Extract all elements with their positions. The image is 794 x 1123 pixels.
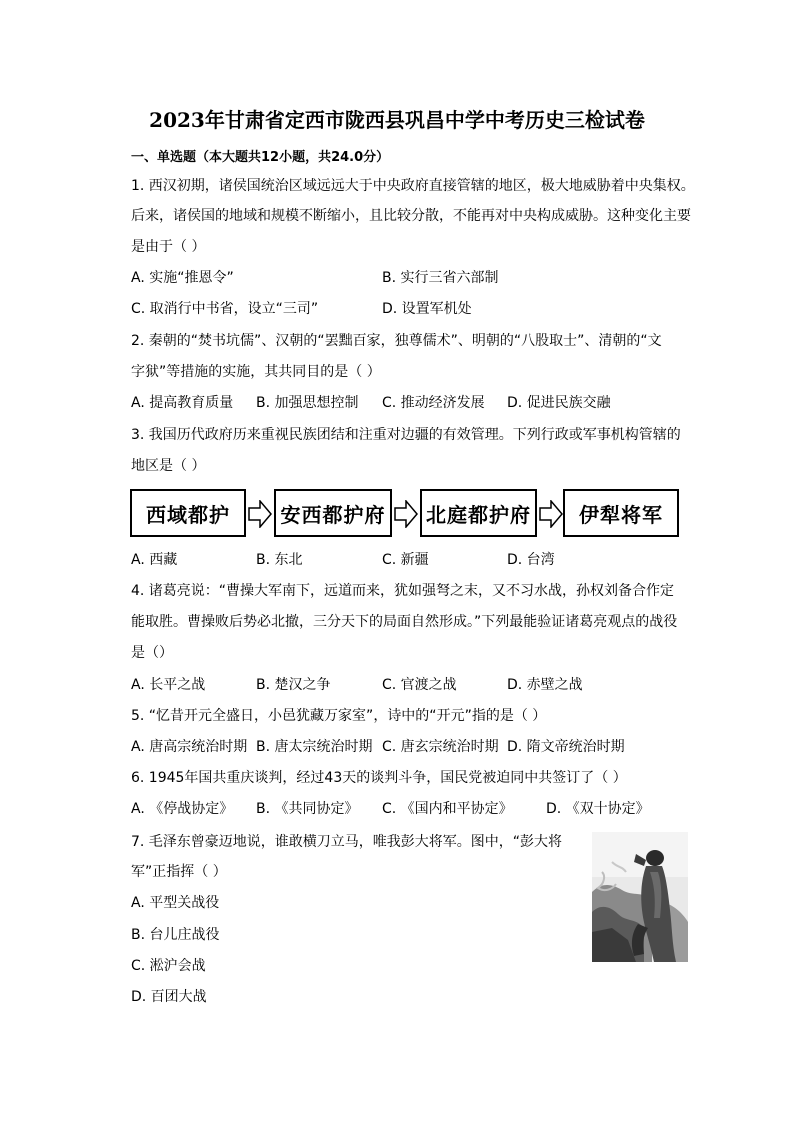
q4-option-d: D. 赤壁之战 bbox=[507, 677, 583, 693]
flow-box-4: 伊犁将军 bbox=[563, 489, 679, 537]
arrow-right-icon bbox=[539, 500, 563, 528]
q2-option-c: C. 推动经济发展 bbox=[382, 395, 485, 411]
q2-line-1: 2. 秦朝的“焚书坑儒”、汉朝的“罢黜百家，独尊儒术”、明朝的“八股取士”、清朝的“文 bbox=[131, 333, 662, 349]
q1-option-b: B. 实行三省六部制 bbox=[382, 270, 499, 286]
q5-option-b: B. 唐太宗统治时期 bbox=[256, 739, 373, 755]
q1-option-d: D. 设置军机处 bbox=[382, 301, 472, 317]
flow-box-3: 北庭都护府 bbox=[420, 489, 537, 537]
q1-line-1: 1. 西汉初期，诸侯国统治区域远远大于中央政府直接管辖的地区，极大地威胁着中央集权。 bbox=[131, 178, 695, 194]
q6-option-b: B. 《共同协定》 bbox=[256, 801, 359, 817]
q2-option-d: D. 促进民族交融 bbox=[507, 395, 611, 411]
q5-line-1: 5. “忆昔开元全盛日，小邑犹藏万家室”，诗中的“开元”指的是（ ） bbox=[131, 708, 547, 724]
q2-option-b: B. 加强思想控制 bbox=[256, 395, 359, 411]
q1-option-a: A. 实施“推恩令” bbox=[131, 270, 234, 286]
q3-option-a: A. 西藏 bbox=[131, 552, 178, 568]
q3-line-1: 3. 我国历代政府历来重视民族团结和注重对边疆的有效管理。下列行政或军事机构管辖的 bbox=[131, 427, 681, 443]
q7-option-a: A. 平型关战役 bbox=[131, 895, 220, 911]
q4-option-a: A. 长平之战 bbox=[131, 677, 206, 693]
q6-option-d: D. 《双十协定》 bbox=[546, 801, 650, 817]
q5-option-c: C. 唐玄宗统治时期 bbox=[382, 739, 499, 755]
q6-line-1: 6. 1945年国共重庆谈判，经过43天的谈判斗争，国民党被迫同中共签订了（ ） bbox=[131, 770, 627, 786]
q6-option-a: A. 《停战协定》 bbox=[131, 801, 234, 817]
arrow-right-icon bbox=[394, 500, 418, 528]
exam-title: 2023年甘肃省定西市陇西县巩昌中学中考历史三检试卷 bbox=[149, 108, 645, 132]
q1-option-c: C. 取消行中书省，设立“三司” bbox=[131, 301, 319, 317]
q3-line-2: 地区是（ ） bbox=[131, 458, 206, 474]
q1-line-2: 后来，诸侯国的地域和规模不断缩小，且比较分散，不能再对中央构成威胁。这种变化主要 bbox=[131, 208, 691, 224]
q4-line-3: 是（） bbox=[131, 645, 173, 661]
section-heading: 一、单选题（本大题共12小题，共24.0分） bbox=[131, 150, 390, 165]
q2-line-2: 字狱”等措施的实施，其共同目的是（ ） bbox=[131, 364, 381, 380]
q3-option-c: C. 新疆 bbox=[382, 552, 429, 568]
flow-box-2: 安西都护府 bbox=[274, 489, 392, 537]
q7-line-2: 军”正指挥（ ） bbox=[131, 864, 227, 880]
peng-dehuai-photo bbox=[592, 832, 688, 962]
q7-option-c: C. 淞沪会战 bbox=[131, 958, 206, 974]
q4-option-c: C. 官渡之战 bbox=[382, 677, 457, 693]
q6-option-c: C. 《国内和平协定》 bbox=[382, 801, 513, 817]
q7-option-d: D. 百团大战 bbox=[131, 989, 207, 1005]
q4-line-2: 能取胜。曹操败后势必北撤，三分天下的局面自然形成。”下列最能验证诸葛亮观点的战役 bbox=[131, 614, 678, 630]
q7-line-1: 7. 毛泽东曾豪迈地说，谁敢横刀立马，唯我彭大将军。图中，“彭大将 bbox=[131, 834, 563, 850]
q7-option-b: B. 台儿庄战役 bbox=[131, 927, 220, 943]
q5-option-a: A. 唐高宗统治时期 bbox=[131, 739, 248, 755]
q3-option-b: B. 东北 bbox=[256, 552, 303, 568]
arrow-right-icon bbox=[248, 500, 272, 528]
q5-option-d: D. 隋文帝统治时期 bbox=[507, 739, 625, 755]
q4-line-1: 4. 诸葛亮说：“曹操大军南下，远道而来，犹如强弩之末，又不习水战，孙权刘备合作定 bbox=[131, 583, 675, 599]
q1-line-3: 是由于（ ） bbox=[131, 239, 206, 255]
q2-option-a: A. 提高教育质量 bbox=[131, 395, 234, 411]
q3-option-d: D. 台湾 bbox=[507, 552, 555, 568]
flow-box-1: 西域都护 bbox=[130, 489, 246, 537]
q4-option-b: B. 楚汉之争 bbox=[256, 677, 331, 693]
